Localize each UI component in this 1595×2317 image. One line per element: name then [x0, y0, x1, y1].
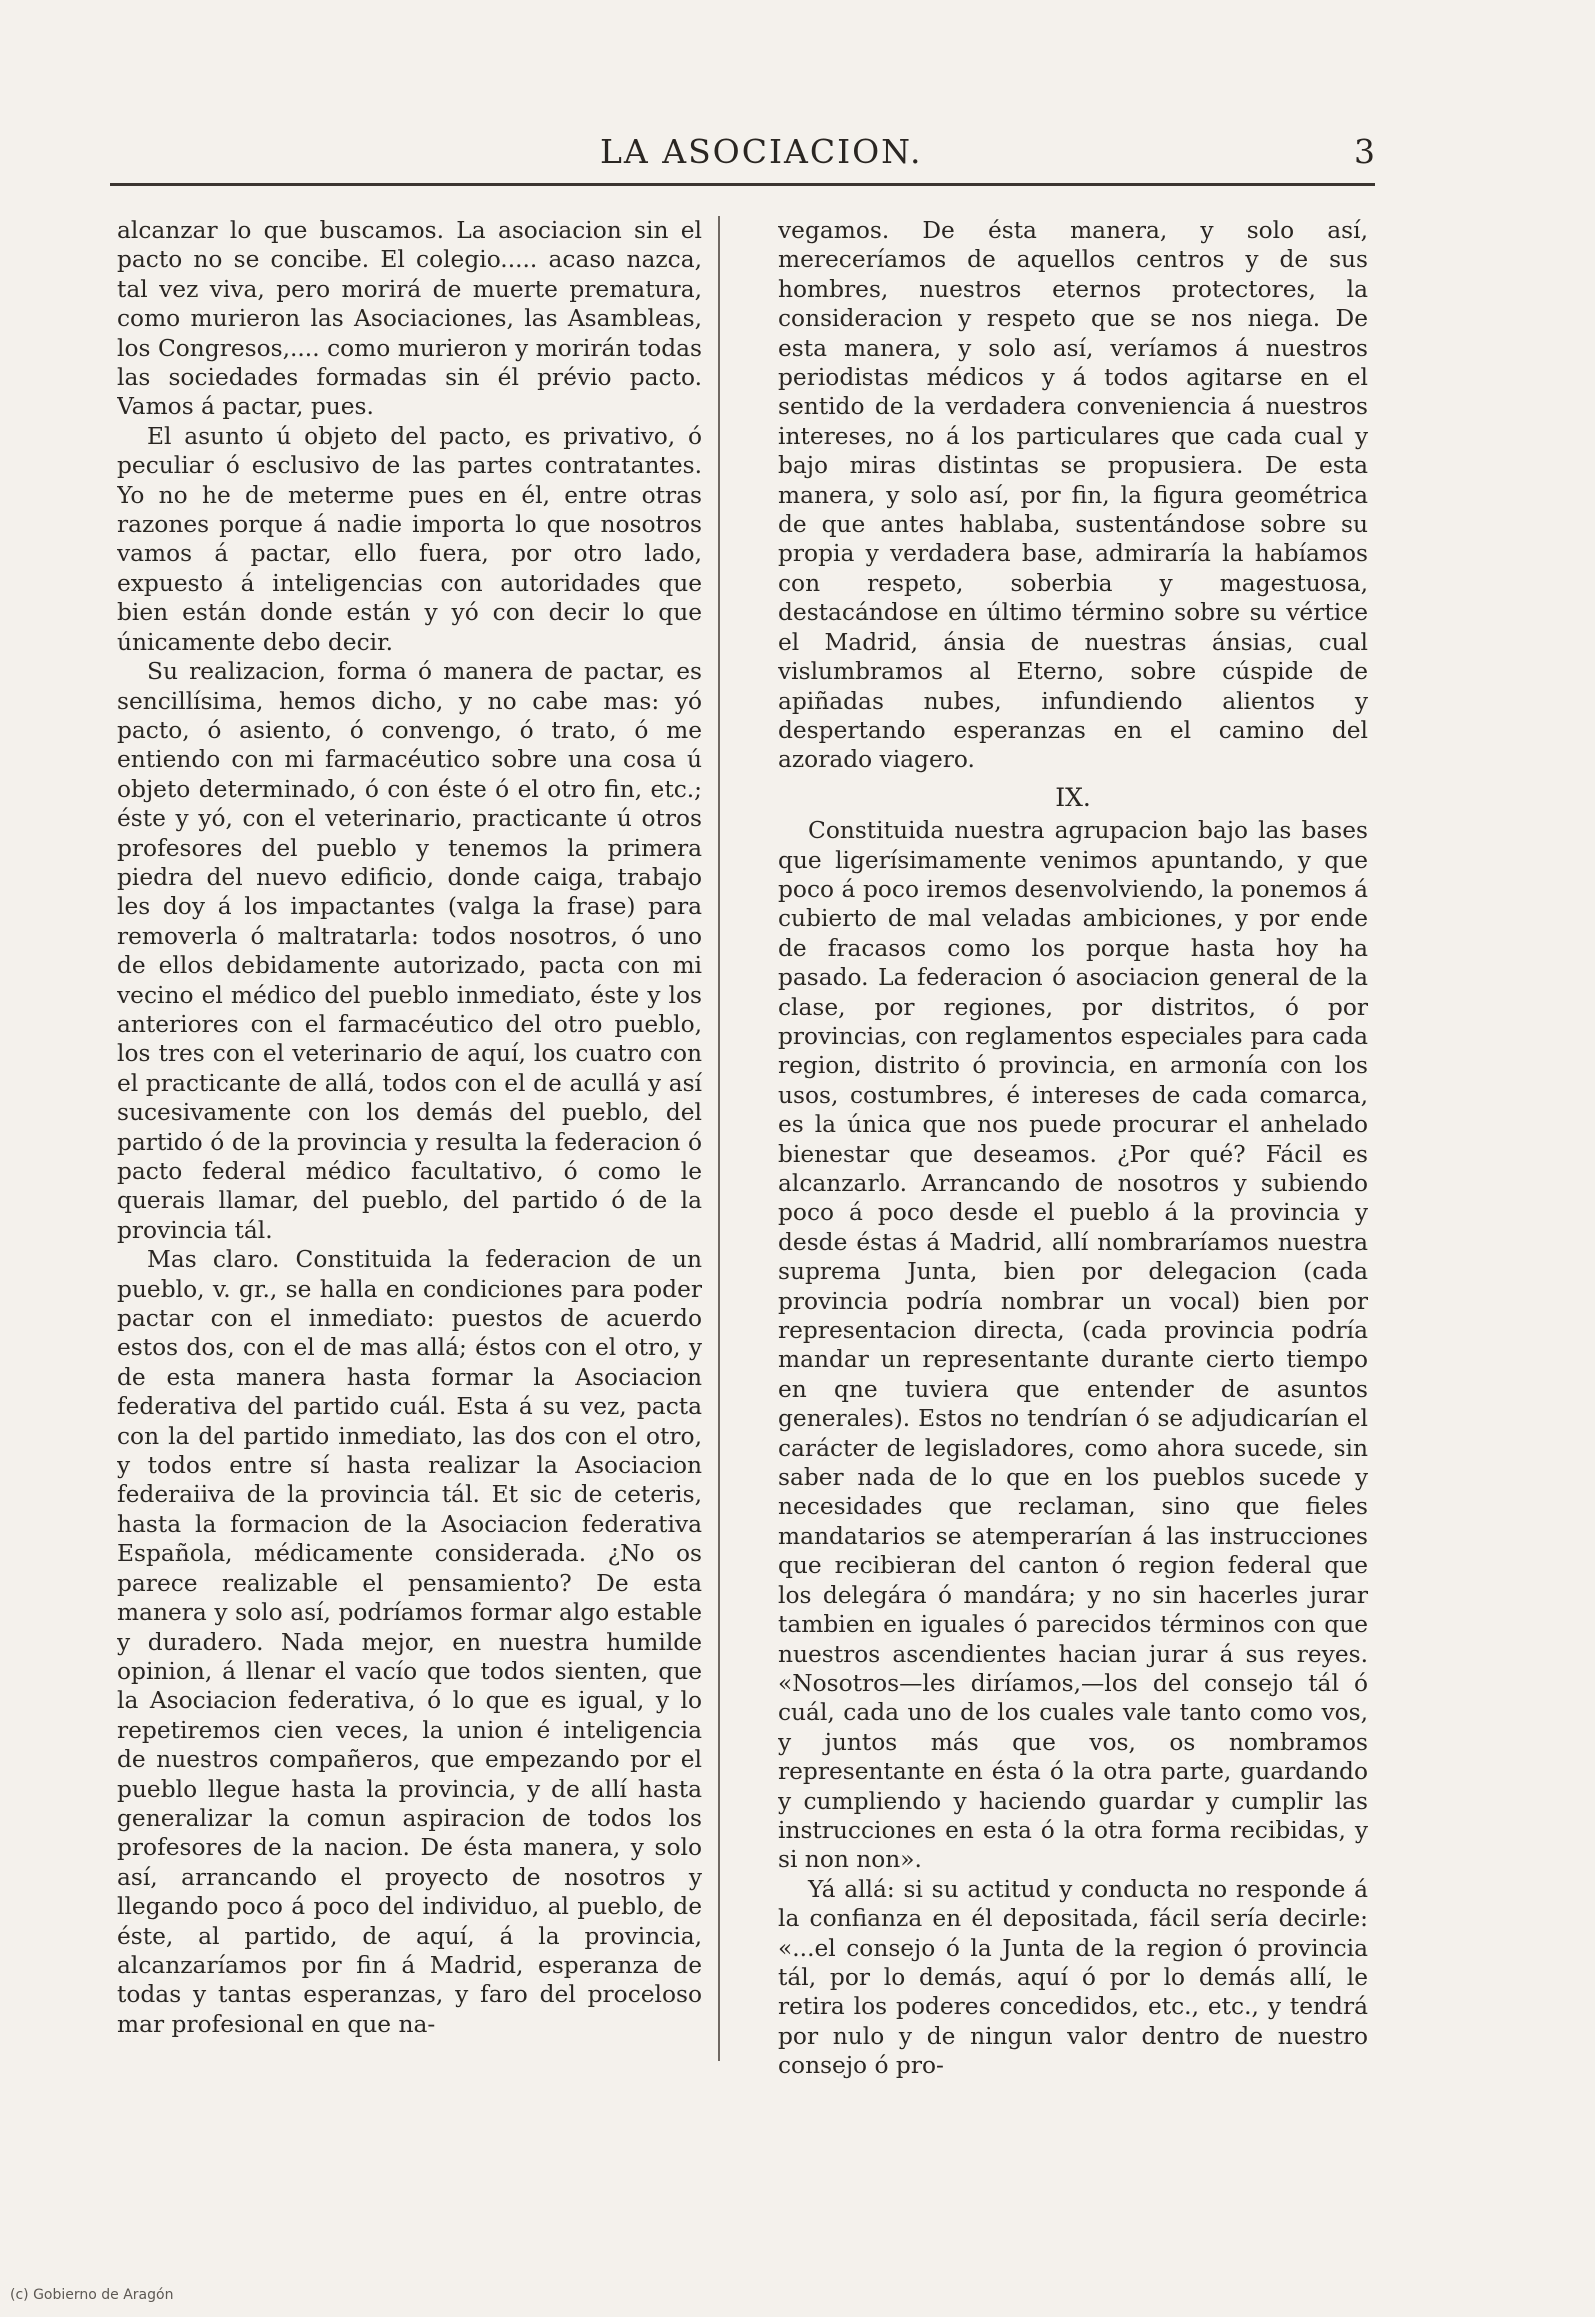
- paragraph: alcanzar lo que buscamos. La asociacion sin el pacto no se concibe. El colegio..... acaso nazca, tal vez viva, pero morirá de muerte prematura, como murieron las Asociaciones, las Asambleas, los Congresos,.... como murieron y morirán todas las sociedades formadas sin él prévio pacto. Vamos á pactar, pues.: [117, 217, 702, 421]
- paragraph: vegamos. De ésta manera, y solo así, mereceríamos de aquellos centros y de sus hombres, nuestros eternos protectores, la consideracion y respeto que se nos niega. De esta manera, y solo así, veríamos á nuestros periodistas médicos y á todos agitarse en el sentido de la verdadera conveniencia á nuestros intereses, no á los particulares que cada cual y bajo miras distintas se propusiera. De esta manera, y solo así, por fin, la figura geométrica de que antes hablaba, sustentándose sobre su propia y verdadera base, admiraría la habíamos con respeto, soberbia y magestuosa, destacándose en último término sobre su vértice el Madrid, ánsia de nuestras ánsias, cual vislumbramos al Eterno, sobre cúspide de apiñadas nubes, infundiendo alientos y despertando esperanzas en el camino del azorado viagero.: [778, 217, 1368, 774]
- right-column: [778, 216, 1368, 2081]
- paragraph: Constituida nuestra agrupacion bajo las bases que ligerísimamente venimos apuntando, y que poco á poco iremos desenvolviendo, la ponemos á cubierto de mal veladas ambiciones, y por ende de fracasos como los porque hasta hoy ha pasado. La federacion ó asociacion general de la clase, por regiones, por distritos, ó por provincias, con reglamentos especiales para cada region, distrito ó provincia, en armonía con los usos, costumbres, é intereses de cada comarca, es la única que nos puede procurar el anhelado bienestar que deseamos. ¿Por qué? Fácil es alcanzarlo. Arrancando de nosotros y subiendo poco á poco desde el pueblo á la provincia y desde éstas á Madrid, allí nombraríamos nuestra suprema Junta, bien por delegacion (cada provincia podría nombrar un vocal) bien por representacion directa, (cada provincia podría mandar un representante durante cierto tiempo en qne tuviera que entender de asuntos generales). Estos no tendrían ó se adjudicarían el carácter de legisladores, como ahora sucede, sin saber nada de lo que en los pueblos sucede y necesidades que reclaman, sino que fieles mandatarios se atemperarían á las instrucciones que recibieran del canton ó region federal que los delegára ó mandára; y no sin hacerles jurar tambien en iguales ó parecidos términos con que nuestros ascendientes hacian jurar á sus reyes. «Nosotros—les diríamos,—los del consejo tál ó cuál, cada uno de los cuales vale tanto como vos, y juntos más que vos, os nombramos representante en ésta ó la otra parte, guardando y cumpliendo y haciendo guardar y cumplir las instrucciones en esta ó la otra forma recibidas, y si non non».: [778, 817, 1368, 1874]
- copyright-credit: (c) Gobierno de Aragón: [10, 2287, 174, 2303]
- section-heading: IX.: [1055, 782, 1091, 812]
- header-rule: [110, 183, 1375, 186]
- paragraph: Yá allá: si su actitud y conducta no responde á la confianza en él depositada, fácil sería decirle: «...el consejo ó la Junta de la region ó provincia tál, por lo demás, aquí ó por lo demás allí, le retira los poderes concedidos, etc., etc., y tendrá por nulo y de ningun valor dentro de nuestro consejo ó pro-: [778, 1875, 1368, 2080]
- column-divider: [718, 216, 720, 2061]
- paragraph: El asunto ú objeto del pacto, es privativo, ó peculiar ó esclusivo de las partes contratantes. Yo no he de meterme pues en él, entre otras razones porque á nadie importa lo que nosotros vamos á pactar, ello fuera, por otro lado, expuesto á inteligencias con autoridades que bien están donde están y yó con decir lo que únicamente debo decir.: [117, 422, 702, 656]
- publication-title: LA ASOCIACION.: [600, 132, 923, 171]
- paragraph: Mas claro. Constituida la federacion de un pueblo, v. gr., se halla en condiciones para poder pactar con el inmediato: puestos de acuerdo estos dos, con el de mas allá; éstos con el otro, y de esta manera hasta formar la Asociacion federativa del partido cuál. Esta á su vez, pacta con la del partido inmediato, las dos con el otro, y todos entre sí hasta realizar la Asociacion federaiiva de la provincia tál. Et sic de ceteris, hasta la formacion de la Asociacion federativa Española, médicamente considerada. ¿No os parece realizable el pensamiento? De esta manera y solo así, podríamos formar algo estable y duradero. Nada mejor, en nuestra humilde opinion, á llenar el vacío que todos sienten, que la Asociacion federativa, ó lo que es igual, y lo repetiremos cien veces, la union é inteligencia de nuestros compañeros, que empezando por el pueblo llegue hasta la provincia, y de allí hasta generalizar la comun aspiracion de todos los profesores de la nacion. De ésta manera, y solo así, arrancando el proyecto de nosotros y llegando poco á poco del individuo, al pueblo, de éste, al partido, de aquí, á la provincia, alcanzaríamos por fin á Madrid, esperanza de todas y tantas esperanzas, y faro del proceloso mar profesional en que na-: [117, 1246, 702, 2038]
- left-column: [117, 216, 702, 2081]
- paragraph: Su realizacion, forma ó manera de pactar, es sencillísima, hemos dicho, y no cabe mas: yó pacto, ó asiento, ó convengo, ó trato, ó me entiendo con mi farmacéutico sobre una cosa ú objeto determinado, ó con éste ó el otro fin, etc.; éste y yó, con el veterinario, practicante ú otros profesores del pueblo y tenemos la primera piedra del nuevo edificio, donde caiga, trabajo les doy á los impactantes (valga la frase) para removerla ó maltratarla: todos nosotros, ó uno de ellos debidamente autorizado, pacta con mi vecino el médico del pueblo inmediato, éste y los anteriores con el farmacéutico del otro pueblo, los tres con el veterinario de aquí, los cuatro con el practicante de allá, todos con el de acullá y así sucesivamente con los demás del pueblo, del partido ó de la provincia y resulta la federacion ó pacto federal médico facultativo, ó como le querais llamar, del pueblo, del partido ó de la provincia tál.: [117, 658, 702, 1244]
- page-header: [110, 132, 1375, 180]
- page-number: 3: [1354, 132, 1375, 171]
